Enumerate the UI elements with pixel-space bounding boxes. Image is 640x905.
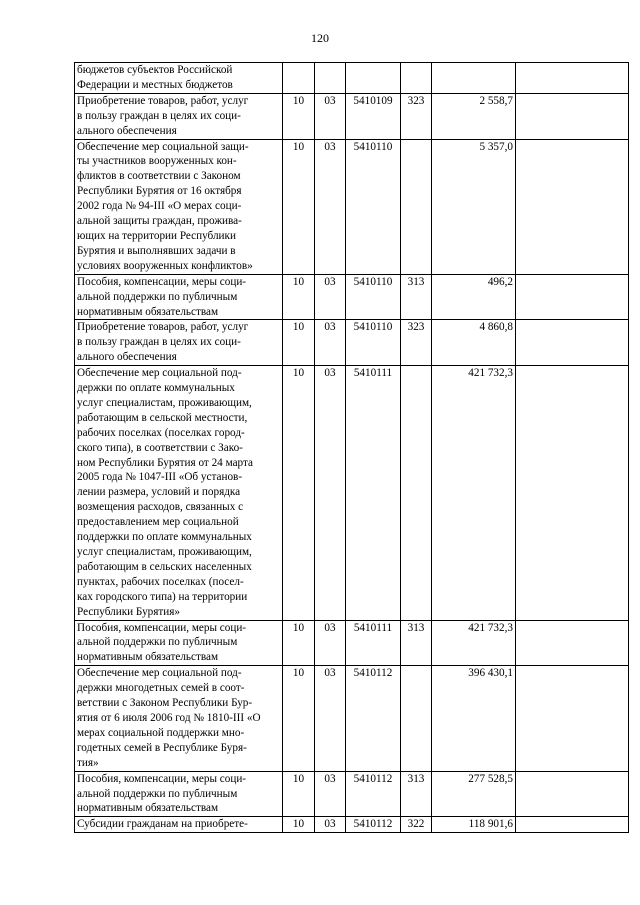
row-description: Приобретение товаров, работ, услуг в пользу граждан в целях их соци- ального обеспечения <box>75 320 283 366</box>
extra-column <box>516 817 629 833</box>
extra-column <box>516 139 629 274</box>
extra-column <box>516 274 629 320</box>
target-item-code: 5410112 <box>346 666 401 771</box>
section-code: 10 <box>283 93 315 139</box>
section-code: 10 <box>283 274 315 320</box>
table-row <box>75 63 629 94</box>
budget-table <box>74 62 629 833</box>
amount: 396 430,1 <box>432 666 516 771</box>
target-item-code: 5410110 <box>346 139 401 274</box>
extra-column <box>516 366 629 620</box>
table-row <box>75 320 629 366</box>
subsection-code: 03 <box>315 817 346 833</box>
amount: 277 528,5 <box>432 771 516 817</box>
subsection-code: 03 <box>315 93 346 139</box>
expense-type-code: 313 <box>401 620 432 666</box>
subsection-code: 03 <box>315 139 346 274</box>
subsection-code: 03 <box>315 620 346 666</box>
target-item-code: 5410111 <box>346 366 401 620</box>
extra-column <box>516 63 629 94</box>
target-item-code <box>346 63 401 94</box>
row-description: Субсидии гражданам на приобрете- <box>75 817 283 833</box>
row-description: бюджетов субъектов Российской Федерации и местных бюджетов <box>75 63 283 94</box>
table-row <box>75 620 629 666</box>
section-code <box>283 63 315 94</box>
row-description: Пособия, компенсации, меры соци- альной поддержки по публичным нормативным обязательствам <box>75 274 283 320</box>
section-code: 10 <box>283 817 315 833</box>
row-description: Приобретение товаров, работ, услуг в пользу граждан в целях их соци- ального обеспечения <box>75 93 283 139</box>
row-description: Обеспечение мер социальной под- держки по оплате коммунальных услуг специалистам, проживающим, работающим в сельской местности, рабочих поселках (поселках город- ского типа), в соответствии с Зако- ном Республики Бурятия от 24 марта 2005 года № 1047-III «Об установ- лении размера, условий и порядка возмещения расходов, связанных с предоставлением мер социальной поддержки по оплате коммунальных услуг специалистам, проживающим, работающим в сельских населенных пунктах, рабочих поселках (посел- ках городского типа) на территории Республики Бурятия» <box>75 366 283 620</box>
amount <box>432 63 516 94</box>
target-item-code: 5410110 <box>346 320 401 366</box>
row-description: Обеспечение мер социальной под- держки многодетных семей в соот- ветствии с Законом Республики Бур- ятия от 6 июля 2006 год № 1810-III «О мерах социальной поддержки мно- годетных семей в Республике Буря- тия» <box>75 666 283 771</box>
expense-type-code <box>401 63 432 94</box>
extra-column <box>516 320 629 366</box>
table-row <box>75 666 629 771</box>
table-row <box>75 274 629 320</box>
subsection-code: 03 <box>315 366 346 620</box>
section-code: 10 <box>283 320 315 366</box>
amount: 4 860,8 <box>432 320 516 366</box>
subsection-code <box>315 63 346 94</box>
subsection-code: 03 <box>315 320 346 366</box>
section-code: 10 <box>283 771 315 817</box>
row-description: Обеспечение мер социальной защи- ты участников вооруженных кон- фликтов в соответствии с Законом Республики Бурятия от 16 октября 2002 года № 94-III «О мерах соци- альной защиты граждан, прожива- ющих на территории Республики Бурятия и выполнявших задачи в условиях вооруженных конфликтов» <box>75 139 283 274</box>
target-item-code: 5410112 <box>346 817 401 833</box>
expense-type-code <box>401 666 432 771</box>
subsection-code: 03 <box>315 274 346 320</box>
expense-type-code <box>401 366 432 620</box>
extra-column <box>516 93 629 139</box>
extra-column <box>516 666 629 771</box>
amount: 118 901,6 <box>432 817 516 833</box>
expense-type-code: 313 <box>401 274 432 320</box>
row-description: Пособия, компенсации, меры соци- альной поддержки по публичным нормативным обязательствам <box>75 620 283 666</box>
expense-type-code: 323 <box>401 320 432 366</box>
table-row <box>75 771 629 817</box>
expense-type-code <box>401 139 432 274</box>
section-code: 10 <box>283 666 315 771</box>
amount: 496,2 <box>432 274 516 320</box>
table-row <box>75 366 629 620</box>
page-number: 120 <box>311 31 329 45</box>
target-item-code: 5410111 <box>346 620 401 666</box>
expense-type-code: 313 <box>401 771 432 817</box>
target-item-code: 5410110 <box>346 274 401 320</box>
subsection-code: 03 <box>315 771 346 817</box>
amount: 2 558,7 <box>432 93 516 139</box>
expense-type-code: 322 <box>401 817 432 833</box>
amount: 5 357,0 <box>432 139 516 274</box>
amount: 421 732,3 <box>432 366 516 620</box>
target-item-code: 5410112 <box>346 771 401 817</box>
section-code: 10 <box>283 139 315 274</box>
table-row <box>75 93 629 139</box>
target-item-code: 5410109 <box>346 93 401 139</box>
extra-column <box>516 771 629 817</box>
row-description: Пособия, компенсации, меры соци- альной поддержки по публичным нормативным обязательствам <box>75 771 283 817</box>
table-row <box>75 139 629 274</box>
table-row <box>75 817 629 833</box>
extra-column <box>516 620 629 666</box>
amount: 421 732,3 <box>432 620 516 666</box>
expense-type-code: 323 <box>401 93 432 139</box>
subsection-code: 03 <box>315 666 346 771</box>
section-code: 10 <box>283 366 315 620</box>
section-code: 10 <box>283 620 315 666</box>
